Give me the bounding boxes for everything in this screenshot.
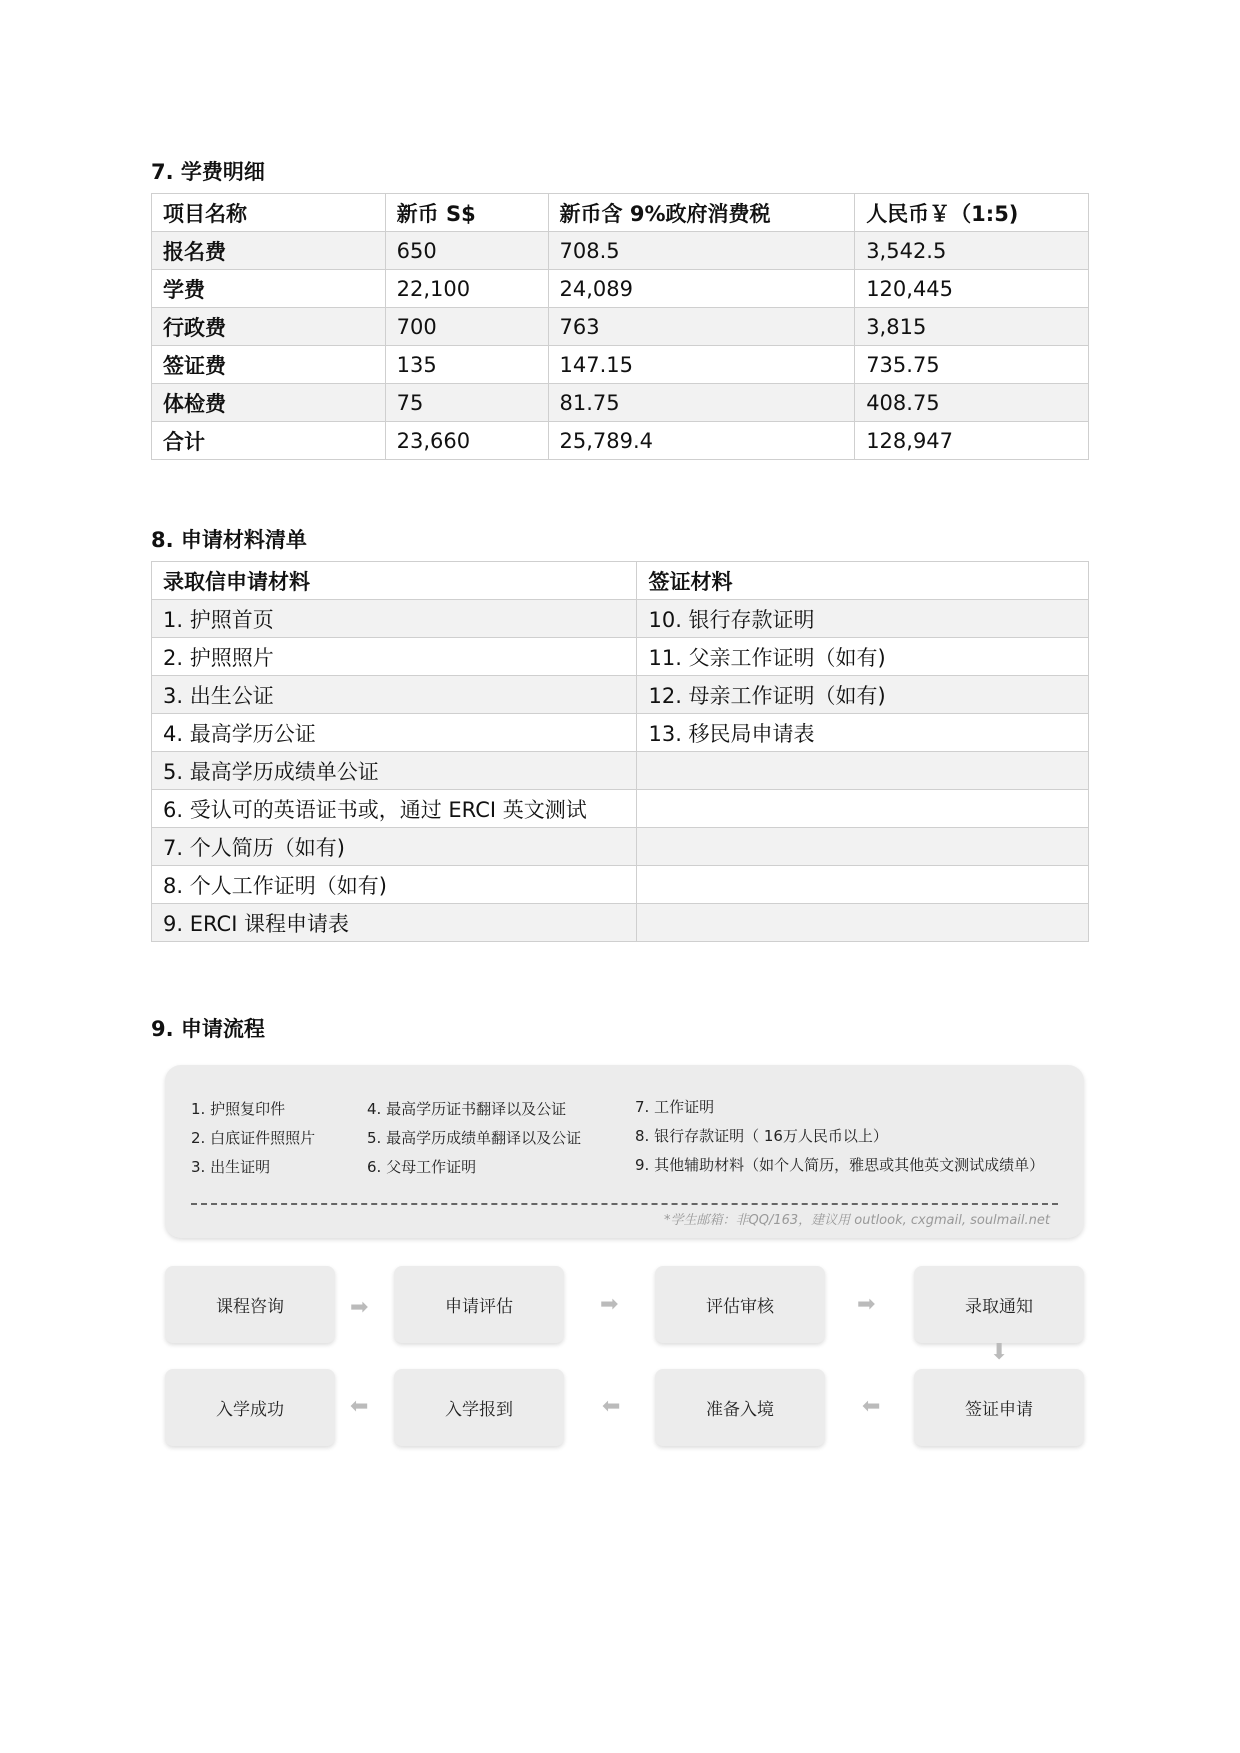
- table-cell: 2. 护照照片: [152, 638, 637, 676]
- header-cell: 新币 S$: [385, 194, 548, 232]
- table-cell: [637, 752, 1089, 790]
- table-cell: 5. 最高学历成绩单公证: [152, 752, 637, 790]
- table-cell: 13. 移民局申请表: [637, 714, 1089, 752]
- table-row: [152, 828, 1089, 866]
- table-row: [152, 308, 1089, 346]
- doc-item: 2. 白底证件照照片: [191, 1129, 316, 1147]
- docs-col: [367, 1095, 581, 1182]
- doc-item: 4. 最高学历证书翻译以及公证: [367, 1100, 567, 1118]
- arrow-down-icon: ⬇: [990, 1340, 1009, 1365]
- doc-item: 8. 银行存款证明（ 16万人民币以上）: [635, 1127, 888, 1145]
- table-row: [152, 422, 1089, 460]
- table-cell: 合计: [152, 422, 386, 460]
- table-cell: 23,660: [385, 422, 548, 460]
- table-cell: 9. ERCI 课程申请表: [152, 904, 637, 942]
- doc-item: 5. 最高学历成绩单翻译以及公证: [367, 1129, 582, 1147]
- docs-col: [191, 1095, 315, 1182]
- table-cell: 408.75: [855, 384, 1089, 422]
- table-cell: 体检费: [152, 384, 386, 422]
- materials-table: [151, 561, 1089, 942]
- table-cell: 3,815: [855, 308, 1089, 346]
- documents-box: [165, 1065, 1084, 1238]
- table-cell: 120,445: [855, 270, 1089, 308]
- table-cell: 735.75: [855, 346, 1089, 384]
- header-cell: 项目名称: [152, 194, 386, 232]
- table-row: [152, 752, 1089, 790]
- step-box: 签证申请: [914, 1369, 1084, 1446]
- table-row: [152, 232, 1089, 270]
- table-cell: 学费: [152, 270, 386, 308]
- table-cell: 签证费: [152, 346, 386, 384]
- arrow-left-icon: ⬅: [350, 1394, 369, 1419]
- table-cell: 8. 个人工作证明（如有): [152, 866, 637, 904]
- table-cell: [637, 828, 1089, 866]
- table-cell: 128,947: [855, 422, 1089, 460]
- table-cell: 7. 个人简历（如有): [152, 828, 637, 866]
- table-row: [152, 904, 1089, 942]
- arrow-left-icon: ⬅: [862, 1394, 881, 1419]
- table-row: [152, 714, 1089, 752]
- table-cell: 708.5: [548, 232, 855, 270]
- table-cell: 3. 出生公证: [152, 676, 637, 714]
- step-box: 入学报到: [394, 1369, 564, 1446]
- table-row: [152, 638, 1089, 676]
- step-box: 课程咨询: [165, 1266, 335, 1343]
- table-cell: 12. 母亲工作证明（如有): [637, 676, 1089, 714]
- table-cell: 报名费: [152, 232, 386, 270]
- table-cell: [637, 904, 1089, 942]
- table-header: [152, 194, 1089, 232]
- table-cell: [637, 866, 1089, 904]
- arrow-right-icon: ➡: [857, 1292, 876, 1317]
- doc-item: 6. 父母工作证明: [367, 1158, 477, 1176]
- table-cell: 行政费: [152, 308, 386, 346]
- table-cell: 24,089: [548, 270, 855, 308]
- step-box: 准备入境: [655, 1369, 825, 1446]
- table-row: [152, 346, 1089, 384]
- table-cell: [637, 790, 1089, 828]
- process-title: 9. 申请流程: [151, 1017, 265, 1041]
- dashed-divider: [191, 1203, 1058, 1205]
- fees-title: 7. 学费明细: [151, 160, 265, 184]
- header-cell: 签证材料: [637, 562, 1089, 600]
- table-cell: 700: [385, 308, 548, 346]
- step-box: 申请评估: [394, 1266, 564, 1343]
- email-note: *学生邮箱：非QQ/163，建议用 outlook, cxgmail, soulmail.net: [663, 1213, 1050, 1228]
- table-cell: 147.15: [548, 346, 855, 384]
- table-row: [152, 790, 1089, 828]
- table-row: [152, 866, 1089, 904]
- step-box: 评估审核: [655, 1266, 825, 1343]
- table-row: [152, 676, 1089, 714]
- table-cell: 3,542.5: [855, 232, 1089, 270]
- doc-item: 3. 出生证明: [191, 1158, 271, 1176]
- step-box: 入学成功: [165, 1369, 335, 1446]
- header-cell: 新币含 9%政府消费税: [548, 194, 855, 232]
- table-row: [152, 384, 1089, 422]
- table-cell: 75: [385, 384, 548, 422]
- table-cell: 135: [385, 346, 548, 384]
- header-cell: 人民币￥（1:5): [855, 194, 1089, 232]
- arrow-right-icon: ➡: [350, 1295, 369, 1320]
- table-cell: 81.75: [548, 384, 855, 422]
- table-cell: 22,100: [385, 270, 548, 308]
- step-box: 录取通知: [914, 1266, 1084, 1343]
- table-cell: 763: [548, 308, 855, 346]
- header-cell: 录取信申请材料: [152, 562, 637, 600]
- table-cell: 10. 银行存款证明: [637, 600, 1089, 638]
- doc-item: 1. 护照复印件: [191, 1100, 286, 1118]
- table-cell: 650: [385, 232, 548, 270]
- doc-item: 7. 工作证明: [635, 1098, 715, 1116]
- table-row: [152, 270, 1089, 308]
- table-cell: 11. 父亲工作证明（如有): [637, 638, 1089, 676]
- arrow-right-icon: ➡: [600, 1292, 619, 1317]
- doc-item: 9. 其他辅助材料（如个人简历，雅思或其他英文测试成绩单）: [635, 1156, 1045, 1174]
- table-row: [152, 600, 1089, 638]
- table-cell: 25,789.4: [548, 422, 855, 460]
- table-cell: 6. 受认可的英语证书或，通过 ERCI 英文测试: [152, 790, 637, 828]
- docs-col: [635, 1093, 1044, 1180]
- fees-table: [151, 193, 1089, 460]
- table-header: [152, 562, 1089, 600]
- table-cell: 4. 最高学历公证: [152, 714, 637, 752]
- materials-title: 8. 申请材料清单: [151, 528, 307, 552]
- table-cell: 1. 护照首页: [152, 600, 637, 638]
- arrow-left-icon: ⬅: [602, 1394, 621, 1419]
